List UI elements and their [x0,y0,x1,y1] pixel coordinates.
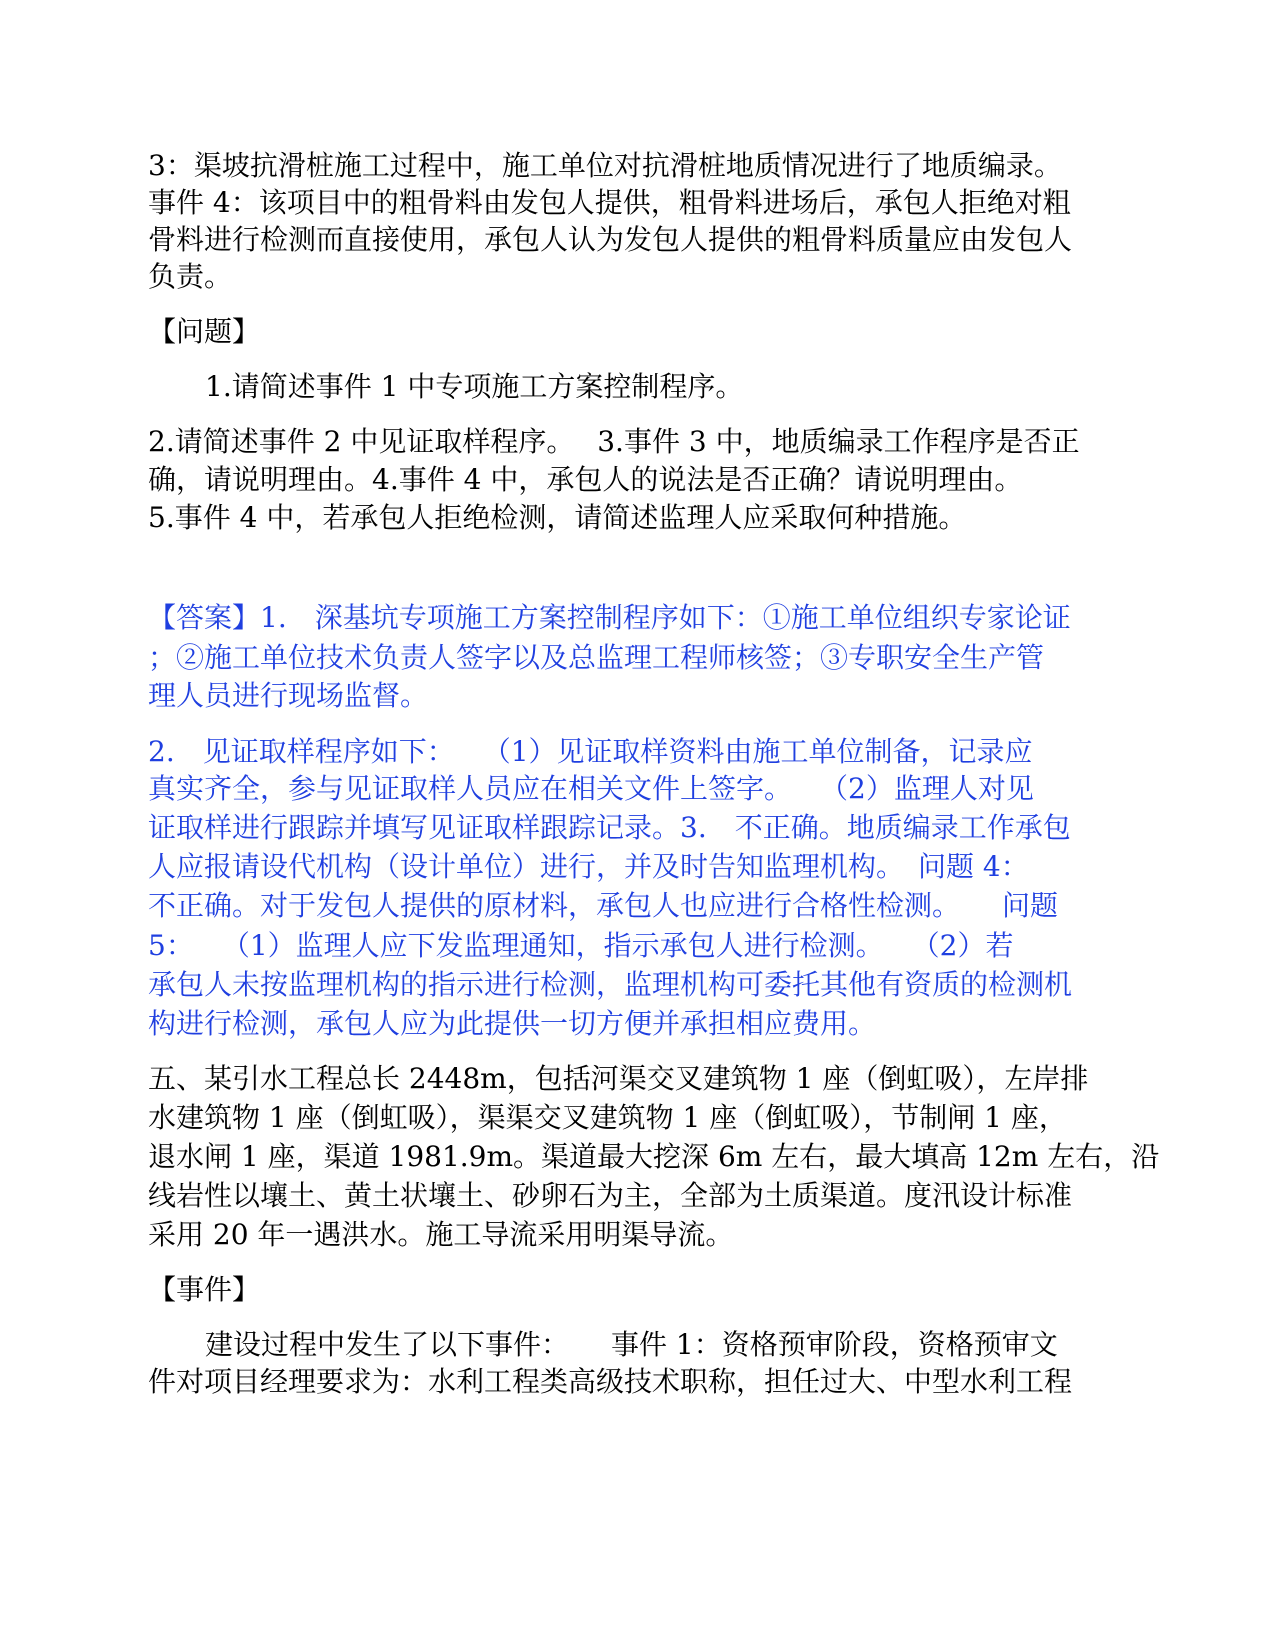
text-line: 退水闸 1 座，渠道 1981.9m。渠道最大挖深 6m 左右，最大填高 12m 左右，沿 [148,1140,1160,1173]
text-line: 件对项目经理要求为：水利工程类高级技术职称，担任过大、中型水利工程 [148,1365,1073,1398]
answer-heading-line: 【答案】1. 深基坑专项施工方案控制程序如下：①施工单位组织专家论证 [148,601,1071,634]
text-line: 采用 20 年一遇洪水。施工导流采用明渠导流。 [148,1218,734,1251]
answer-line: 不正确。对于发包人提供的原材料，承包人也应进行合格性检测。 问题 [148,889,1059,922]
text-line: 负责。 [148,260,233,293]
text-line: 3：渠坡抗滑桩施工过程中，施工单位对抗滑桩地质情况进行了地质编录。 [148,149,1062,182]
answer-line: 真实齐全，参与见证取样人员应在相关文件上签字。 （2）监理人对见 [148,772,1034,805]
section-heading-event: 【事件】 [148,1273,261,1306]
section-heading-question: 【问题】 [148,315,261,348]
text-line: 确，请说明理由。4.事件 4 中，承包人的说法是否正确？请说明理由。 [148,463,1023,496]
answer-line: 构进行检测，承包人应为此提供一切方便并承担相应费用。 [148,1007,877,1040]
answer-line: 5： （1）监理人应下发监理通知，指示承包人进行检测。 （2）若 [148,929,1014,962]
answer-line: 证取样进行跟踪并填写见证取样跟踪记录。3. 不正确。地质编录工作承包 [148,811,1071,844]
text-line: 建设过程中发生了以下事件： 事件 1：资格预审阶段，资格预审文 [205,1328,1058,1361]
answer-line: 人应报请设代机构（设计单位）进行，并及时告知监理机构。 问题 4： [148,850,1029,883]
answer-line: ；②施工单位技术负责人签字以及总监理工程师核签；③专职安全生产管 [148,641,1045,674]
text-line: 水建筑物 1 座（倒虹吸），渠渠交叉建筑物 1 座（倒虹吸），节制闸 1 座， [148,1101,1067,1134]
text-line: 五、某引水工程总长 2448m，包括河渠交叉建筑物 1 座（倒虹吸），左岸排 [148,1062,1089,1095]
question-2-3: 2.请简述事件 2 中见证取样程序。 3.事件 3 中，地质编录工作程序是否正 [148,425,1080,458]
question-1: 1.请简述事件 1 中专项施工方案控制程序。 [205,370,744,403]
text-line: 事件 4：该项目中的粗骨料由发包人提供，粗骨料进场后，承包人拒绝对粗 [148,186,1071,219]
answer-line: 2. 见证取样程序如下： （1）见证取样资料由施工单位制备，记录应 [148,735,1033,768]
text-line: 骨料进行检测而直接使用，承包人认为发包人提供的粗骨料质量应由发包人 [148,223,1073,256]
answer-line: 承包人未按监理机构的指示进行检测，监理机构可委托其他有资质的检测机 [148,968,1073,1001]
text-line: 线岩性以壤土、黄土状壤土、砂卵石为主，全部为土质渠道。度汛设计标准 [148,1179,1073,1212]
question-5: 5.事件 4 中，若承包人拒绝检测，请简述监理人应采取何种措施。 [148,501,967,534]
answer-line: 理人员进行现场监督。 [148,679,429,712]
